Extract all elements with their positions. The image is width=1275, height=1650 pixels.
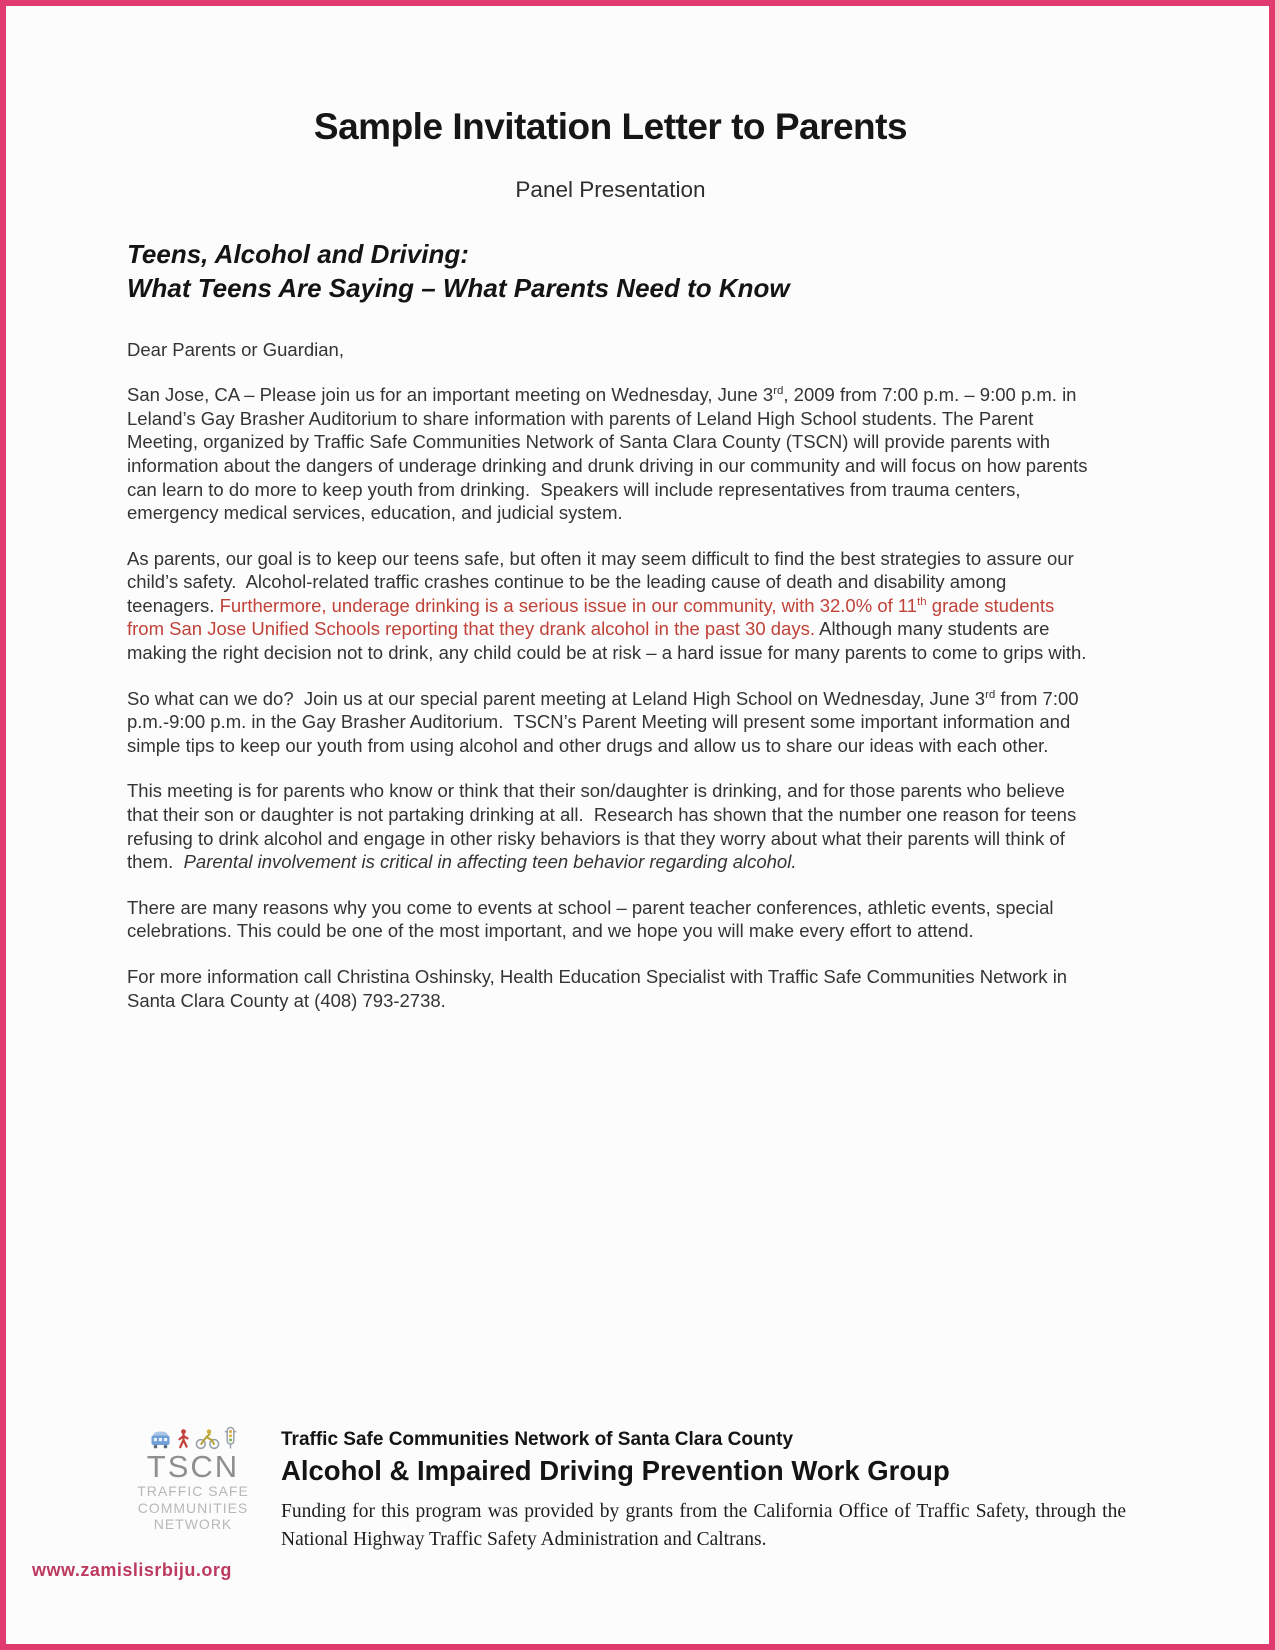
letter-paragraph-6: For more information call Christina Oshinsky, Health Education Specialist with Traffic Safe Communities Network in Santa Clara County at (408) 793-2738. xyxy=(127,966,1073,1011)
page-title: Sample Invitation Letter to Parents xyxy=(313,106,908,147)
footer-text xyxy=(281,1426,1169,1554)
letter-paragraph-1: San Jose, CA – Please join us for an important meeting on Wednesday, June 3rd, 2009 from 7:00 p.m. – 9:00 p.m. in Leland’s Gay Brasher Auditorium to share information with parents of Leland High School students. The Parent Meeting, organized by Traffic Safe Communities Network of Santa Clara County (TSCN) will provide parents with information about the dangers of underage drinking and drunk driving in our community and will focus on how parents can learn to do more to keep youth from drinking. Speakers will include representatives from trauma centers, emergency medical services, education, and judicial system. xyxy=(127,384,1093,524)
footer-funding-text: Funding for this program was provided by grants from the California Office of Traffic Safety, through the National Highway Traffic Safety Administration and Caltrans. xyxy=(281,1501,1126,1550)
letter-content xyxy=(127,106,1094,1012)
footer-org-line: Traffic Safe Communities Network of Santa Clara County xyxy=(281,1429,794,1450)
pedestrian-icon xyxy=(175,1428,192,1450)
letter-paragraph-5: There are many reasons why you come to events at school – parent teacher conferences, athletic events, special celebrations. This could be one of the most important, and we hope you will make every effort to attend. xyxy=(127,896,1059,942)
car-icon xyxy=(148,1428,173,1450)
heading-line-2: What Teens Are Saying – What Parents Need to Know xyxy=(127,272,790,303)
subtitle: Panel Presentation xyxy=(515,176,706,202)
watermark: www.zamislisrbiju.org xyxy=(32,1560,232,1580)
cyclist-icon xyxy=(194,1428,221,1450)
logo-line-communities: COMMUNITIES xyxy=(137,1499,249,1516)
logo-icons-row xyxy=(127,1426,259,1450)
letter-paragraph-4: This meeting is for parents who know or think that their son/daughter is drinking, and for those parents who believe that their son or daughter is not partaking drinking at all. Research has shown that the number one reason for teens refusing to drink alcohol and engage in other risky behaviors is that they worry about what their parents will think of them. Parental involvement is critical in affecting teen behavior regarding alcohol. xyxy=(127,780,1082,873)
heading-line-1: Teens, Alcohol and Driving: xyxy=(127,238,469,269)
logo-line-traffic-safe: TRAFFIC SAFE xyxy=(137,1483,249,1499)
letter-paragraph-3: So what can we do? Join us at our special parent meeting at Leland High School on Wednesday, June 3rd from 7:00 p.m.-9:00 p.m. in the Gay Brasher Auditorium. TSCN’s Parent Meeting will present some important information and simple tips to keep our youth from using alcohol and other drugs and allow us to share our ideas with each other. xyxy=(127,687,1084,756)
salutation: Dear Parents or Guardian, xyxy=(127,338,344,360)
tscn-logo xyxy=(127,1426,259,1533)
footer xyxy=(127,1426,1169,1554)
logo-line-network: NETWORK xyxy=(153,1516,233,1532)
footer-group-line: Alcohol & Impaired Driving Prevention Work Group xyxy=(281,1455,950,1486)
letter-paragraph-2: As parents, our goal is to keep our teens safe, but often it may seem difficult to find the best strategies to assure our child’s safety. Alcohol-related traffic crashes continue to be the leading cause of death and disability among teenagers. Furthermore, underage drinking is a serious issue in our community, with 32.0% of 11th grade students from San Jose Unified Schools reporting that they drank alcohol in the past 30 days. Although many students are making the right decision not to drink, any child could be at risk – a hard issue for many parents to come to grips with. xyxy=(127,547,1087,664)
logo-acronym: TSCN xyxy=(146,1449,240,1484)
letter-heading xyxy=(127,237,1094,305)
traffic-light-icon xyxy=(223,1426,238,1450)
